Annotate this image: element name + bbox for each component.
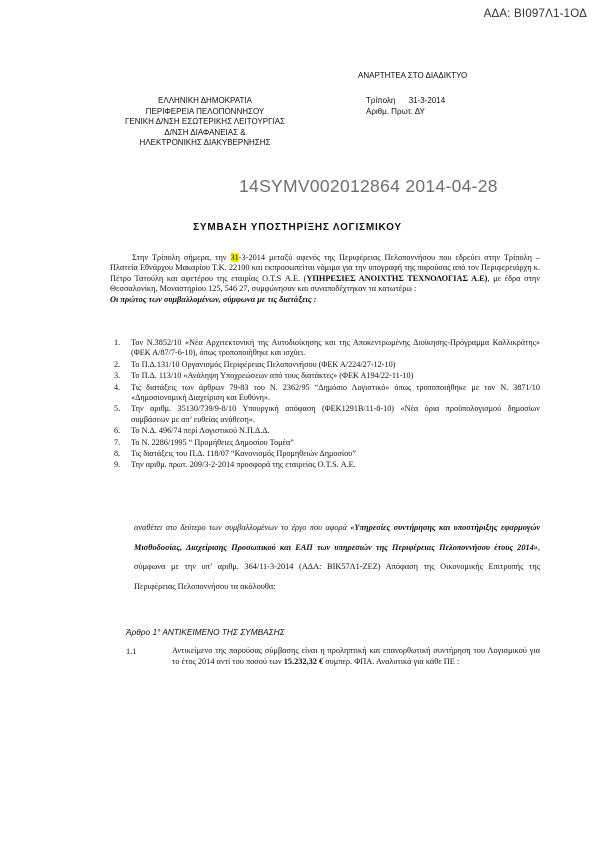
intro-text: , με έδρα στην Θεσσαλονίκη, Μοναστηρίου 125, 546 27, συμφώνησαν και συναποδέχτηκαν τα κατωτέρω : [110, 273, 541, 294]
list-item: 7. Το Ν. 2286/1995 “ Προμήθειες Δημοσίου Τομέα” [114, 437, 294, 447]
list-item: 6. Το Ν.Δ. 496/74 περί Λογιστικού Ν.Π.Δ.Δ. [114, 426, 270, 436]
intro-text: Στην Τρίπολη σήμερα, την [132, 253, 231, 262]
list-item: 9. Την αριθμ. πρωτ. 209/3-2-2014 προσφορά της εταιρείας Ο.Τ.S. Α.Ε. [114, 460, 356, 470]
intro-paragraph [110, 253, 540, 305]
list-item: 4. Τις διατάξεις των άρθρων 79-83 του Ν. 2362/95 “Δημόσιο Λογιστικό» όπως τροποποιήθηκε με τον Ν. 3871/10 «Δημοσιονομική Διαχείριση και Ευθύνη». [114, 382, 540, 403]
org-line: ΓΕΝΙΚΗ Δ/ΝΣΗ ΕΣΩΤΕΡΙΚΗΣ ΛΕΙΤΟΥΡΓΙΑΣ [125, 117, 285, 127]
list-item: 5. Την αριθμ. 35130/739/9-8/10 Υπουργική απόφαση (ΦΕΚ1291Β/11-8-10) «Νέα όρια προϋπολογισμού δημοσίων συμβάσεων με απ’ ευθείας ανάθεση». [114, 404, 540, 424]
org-line: Δ/ΝΣΗ ΔΙΑΦΑΝΕΙΑΣ & [164, 127, 246, 137]
highlighted-day: 31 [230, 253, 239, 262]
org-line: ΗΛΕΚΤΡΟΝΙΚΗΣ ΔΙΑΚΥΒΕΡΝΗΣΗΣ [139, 138, 271, 148]
document-title: ΣΥΜΒΑΣΗ ΥΠΟΣΤΗΡΙΞΗΣ ΛΟΓΙΣΜΙΚΟΥ [193, 222, 402, 233]
place-date: Τρίπολη 31-3-2014 [366, 96, 446, 105]
company-name: ΥΠΗΡΕΣΙΕΣ ΑΝΟΙΧΤΗΣ ΤΕΧΝΟΛΟΓΙΑΣ Α.Ε) [306, 273, 488, 283]
clause-1-1 [172, 645, 540, 667]
organization-header [96, 96, 314, 149]
date-protocol-block [366, 96, 445, 117]
parties-line: Οι πρώτος των συμβαλλομένων, σύμφωνα με τις διατάξεις : [110, 294, 317, 304]
clause-number: 1.1 [126, 647, 137, 656]
assignment-paragraph [134, 518, 540, 596]
assign-subject: «Υπηρεσίες συντήρησης και υποστήριξης εφαρμογών Μισθοδοσίας, Διαχείρισης Προσωπικού και ΕΑΠ των υπηρεσιών της Περιφέρειας Πελοποννήσου έτους 2014» [134, 523, 541, 552]
intro-text: -3-2014 μεταξύ αφενός της Περιφέρειας Πελοποννήσου που εδρεύει στην Τρίπολη – Πλατεία Εθνάρχου Μακαρίου Τ.Κ. 22100 και εκπροσωπείται νόμιμα για την υπογραφή της παρούσας από τον Περιφερειάρχη κ. Πέτρο Τατούλη και αφετέρου της εταιρίας Ο.Τ.S Α.Ε. ( [110, 253, 541, 283]
conditions-list [114, 338, 540, 472]
protocol-number: Αριθμ. Πρωτ. ΔΥ [366, 106, 425, 116]
article-1-heading: Άρθρο 1° ΑΝΤΙΚΕΙΜΕΝΟ ΤΗΣ ΣΥΜΒΑΣΗΣ [126, 627, 285, 637]
org-line: ΕΛΛΗΝΙΚΗ ΔΗΜΟΚΡΑΤΙΑ [158, 96, 252, 105]
registry-stamp: 14SYMV002012864 2014-04-28 [239, 176, 498, 196]
clause-tail: συμπερ. ΦΠΑ. Αναλυτικά για κάθε ΠΕ : [323, 657, 460, 666]
assign-intro: αναθέτει στο δεύτερο των συμβαλλομένων το έργο που αφορά [134, 523, 351, 532]
contract-amount: 15.232,32 € [283, 657, 324, 666]
assign-tail: , σύμφωνα με την υπ’ αριθμ. 364/11-3-2014 (ΑΔΑ: ΒΙΚ57Λ1-ΖΕΖ) Απόφαση της Οικονομικής Επιτροπής της Περιφέρειας Πελοποννήσου τα ακόλουθα: [134, 542, 540, 591]
list-item: 1. Τον Ν.3852/10 «Νέα Αρχιτεκτονική της Αυτοδιοίκησης και της Αποκεντρωμένης Διοίκησης-Πρόγραμμα Καλλικράτης» (ΦΕΚ Α/87/7-6-10), όπως τροποποιήθηκε και ισχύει. [114, 338, 540, 358]
list-item: 3. Το Π.Δ. 113/10 «Ανάληψη Υποχρεώσεων από τους διατάκτες» (ΦΕΚ Α194/22-11-10) [114, 371, 414, 381]
list-item: 8. Τις διατάξεις του Π.Δ. 118/07 “Κανονισμός Προμηθειών Δημοσίου” [114, 449, 356, 459]
ada-code: ΑΔΑ: ΒΙ097Λ1-1ΟΔ [483, 8, 587, 20]
posted-online-label: ΑΝΑΡΤΗΤΕΑ ΣΤΟ ΔΙΑΔΙΚΤΥΟ [358, 71, 468, 80]
list-item: 2. Το Π.Δ.131/10 Οργανισμός Περιφέρειας Πελοποννήσου (ΦΕΚ Α/224/27-12-10) [114, 359, 396, 369]
clause-text: Αντικείμενο της παρούσας σύμβασης είναι η προληπτική και επανορθωτική συντήρηση του Λογισμικού για το έτος 2014 αντί του ποσού των [172, 646, 540, 666]
org-line: ΠΕΡΙΦΕΡΕΙΑ ΠΕΛΟΠΟΝΝΗΣΟΥ [145, 106, 265, 116]
